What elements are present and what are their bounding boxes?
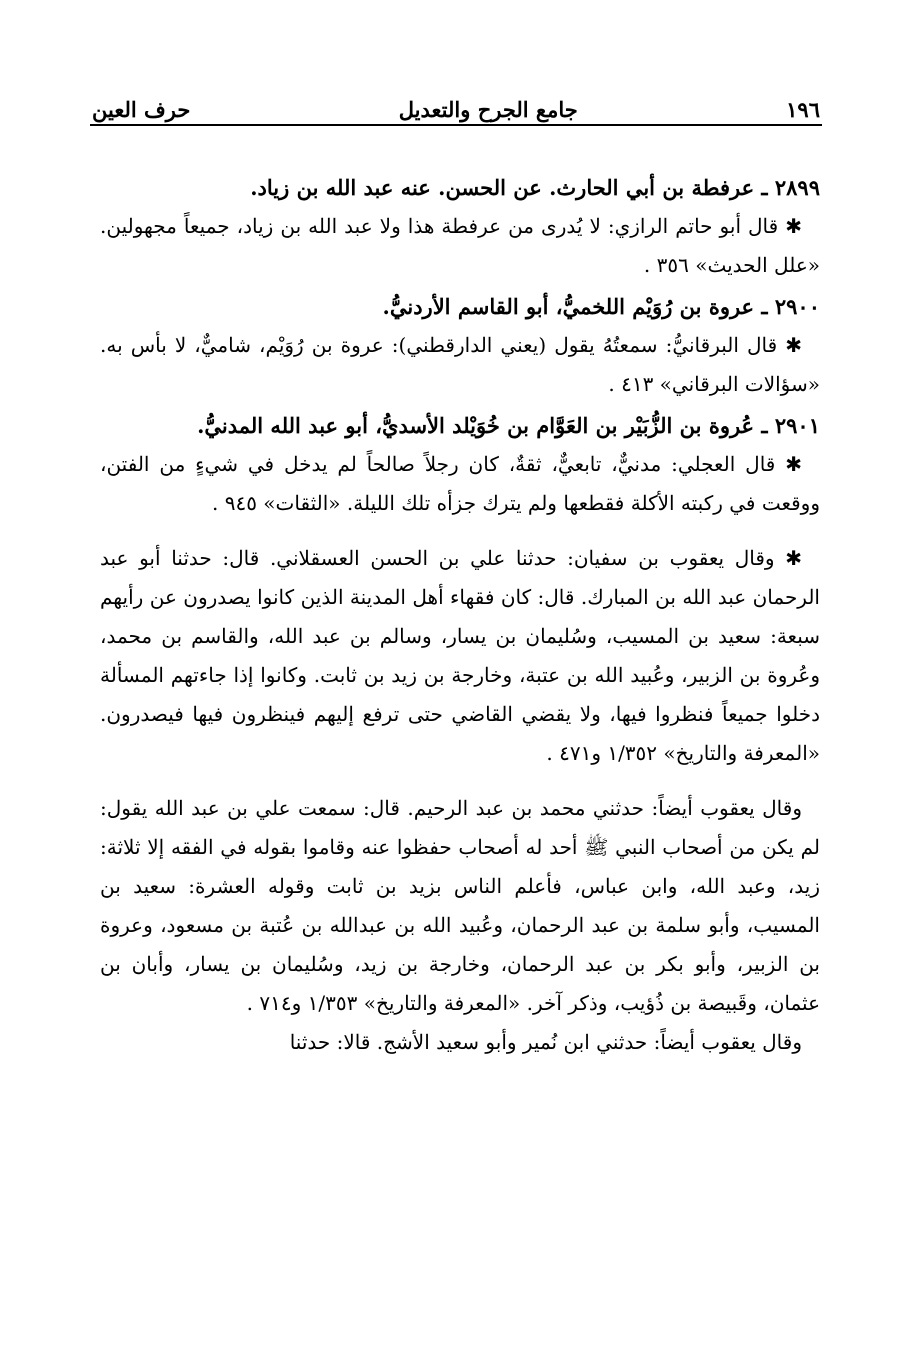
entry-2901-paragraph-3: وقال يعقوب أيضاً: حدثني محمد بن عبد الرحيم. قال: سمعت علي بن عبد الله يقول: لم يكن من أصحاب النبي ﷺ أحد له أصحاب حفظوا عنه وقاموا بقوله في الفقه إلا ثلاثة: زيد، وعبد الله، وابن عباس، فأعلم الناس بزيد بن ثابت وقوله العشرة: سعيد بن المسيب، وأبو سلمة بن عبد الرحمان، وعُبيد الله بن عبدالله بن عُتبة بن مسعود، وعروة بن الزبير، وأبو بكر بن عبد الرحمان، وخارجة بن زيد، وسُليمان بن يسار، وأبان بن عثمان، وقَبيصة بن ذُؤيب، وذكر آخر. «المعرفة والتاريخ» ١/٣٥٣ و٧١٤ . — [100, 796, 820, 1015]
header-rule — [90, 124, 822, 126]
entry-2899-paragraph: ✱ قال أبو حاتم الرازي: لا يُدرى من عرفطة هذا ولا عبد الله بن زياد، جميعاً مجهولين. «علل الحديث» ٣٥٦ . — [100, 214, 820, 277]
page-body — [100, 168, 820, 1062]
entry-2901-paragraph-4: وقال يعقوب أيضاً: حدثني ابن نُمير وأبو سعيد الأشج. قالا: حدثنا — [289, 1030, 802, 1054]
page-number: ١٩٦ — [786, 97, 820, 122]
entry-heading-2900: ٢٩٠٠ ـ عروة بن رُوَيْم اللخميُّ، أبو القاسم الأردنيُّ. — [382, 294, 820, 319]
book-title: جامع الجرح والتعديل — [398, 97, 578, 122]
page-header — [92, 78, 820, 122]
entry-heading-2899: ٢٨٩٩ ـ عرفطة بن أبي الحارث. عن الحسن. عنه عبد الله بن زياد. — [250, 175, 820, 200]
section-title: حرف العين — [92, 97, 191, 122]
entry-2901-paragraph-1: ✱ قال العجلي: مدنيٌّ، تابعيٌّ، ثقةٌ، كان رجلاً صالحاً لم يدخل في شيءٍ من الفتن، ووقعت في ركبته الأكلة فقطعها ولم يترك جزأه تلك الليلة. «الثقات» ٩٤٥ . — [100, 452, 820, 515]
entry-heading-2901: ٢٩٠١ ـ عُروة بن الزُّبَيْر بن العَوَّام بن خُوَيْلد الأسديُّ، أبو عبد الله المدنيُّ. — [197, 413, 820, 438]
entry-2900-paragraph: ✱ قال البرقانيُّ: سمعتُهُ يقول (يعني الدارقطني): عروة بن رُوَيْم، شاميٌّ، لا بأس به. «سؤالات البرقاني» ٤١٣ . — [100, 333, 820, 396]
entry-2901-paragraph-2: ✱ وقال يعقوب بن سفيان: حدثنا علي بن الحسن العسقلاني. قال: حدثنا أبو عبد الرحمان عبد الله بن المبارك. قال: كان فقهاء أهل المدينة الذين كانوا يصدرون عن رأيهم سبعة: سعيد بن المسيب، وسُليمان بن يسار، وسالم بن عبد الله، والقاسم بن محمد، وعُروة بن الزبير، وعُبيد الله بن عتبة، وخارجة بن زيد بن ثابت. وكانوا إذا جاءتهم المسألة دخلوا جميعاً فنظروا فيها، ولا يقضي القاضي حتى ترفع إليهم فينظرون فيها فيصدرون. «المعرفة والتاريخ» ١/٣٥٢ و٤٧١ . — [100, 546, 820, 765]
